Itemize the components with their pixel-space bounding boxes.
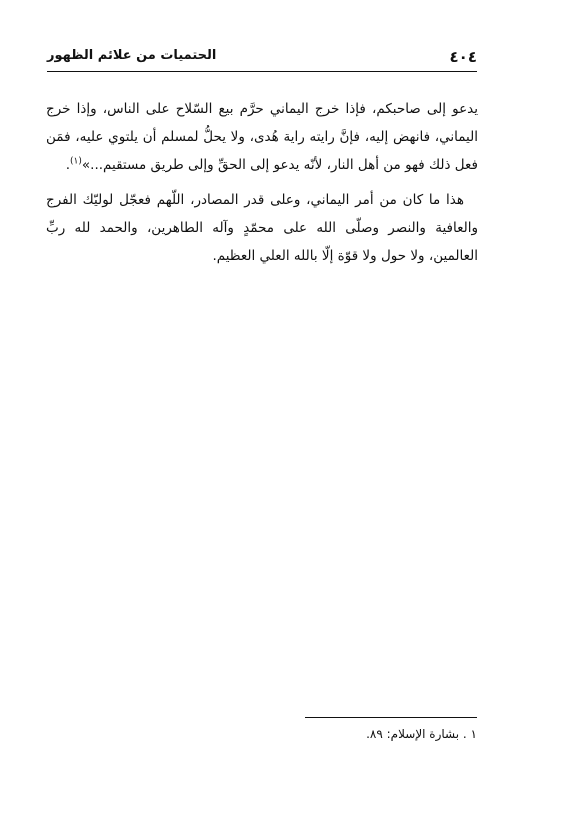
page-header xyxy=(47,46,477,70)
footnote-reference: (١) xyxy=(70,156,82,167)
footnote-separator xyxy=(305,717,477,718)
paragraph xyxy=(46,186,478,270)
footnote: ١ . بشارة الإسلام: ٨٩. xyxy=(366,727,477,741)
paragraph-text: هذا ما كان من أمر اليماني، وعلى قدر المصادر، اللّهم فعجّل لوليّك الفرج والعافية والنصر وصلّى الله على محمّدٍ وآله الطاهرين، والحمد لله ربِّ العالمين، ولا حول ولا قوّة إلّا بالله العلي العظيم. xyxy=(46,192,478,264)
paragraph-end-punctuation: . xyxy=(65,157,71,173)
paragraph-text: يدعو إلى صاحبكم، فإذا خرج اليماني حرَّم بيع السّلاح على الناس، وإذا خرج اليماني، فانهض إليه، فإنَّ رايته راية هُدى، ولا يحلُّ لمسلم أن يلتوي عليه، فمَن فعل ذلك فهو من أهل النار، لأنّه يدعو إلى الحقِّ وإلى طريق مستقيم...» xyxy=(46,101,478,173)
main-text xyxy=(46,95,478,270)
running-title: الحتميات من علائم الظهور xyxy=(47,48,217,63)
paragraph xyxy=(46,95,478,179)
header-rule xyxy=(47,71,477,72)
page-number: ٤٠٤ xyxy=(449,48,477,66)
